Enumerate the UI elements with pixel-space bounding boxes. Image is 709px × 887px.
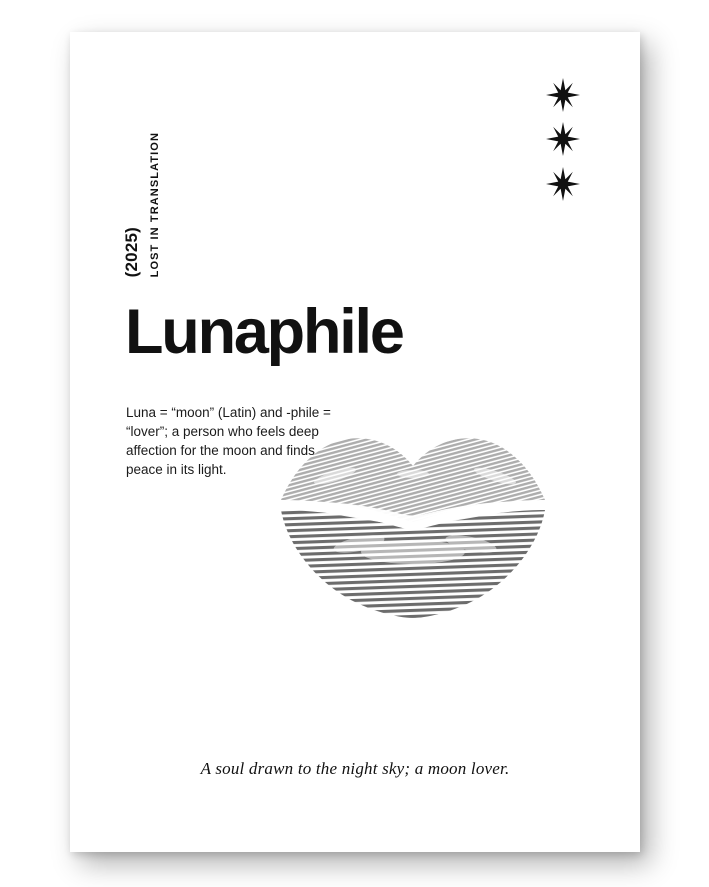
poster-tagline: A soul drawn to the night sky; a moon lover. xyxy=(200,759,510,778)
starburst-icon xyxy=(546,167,580,201)
poster-meta-block xyxy=(122,87,161,277)
poster-year-label: (2025) xyxy=(122,226,141,277)
lips-illustration xyxy=(263,404,563,634)
poster-series-label: LOST IN TRANSLATION xyxy=(149,131,161,277)
starburst-group xyxy=(528,78,598,218)
starburst-icon xyxy=(546,122,580,156)
starburst-icon xyxy=(546,78,580,112)
poster-definition: Luna = “moon” (Latin) and -phile = “lover”; a person who feels deep affection for the moon and finds peace in its light. xyxy=(126,405,331,478)
poster-sheet xyxy=(70,32,640,852)
poster-title: Lunaphile xyxy=(125,297,403,367)
